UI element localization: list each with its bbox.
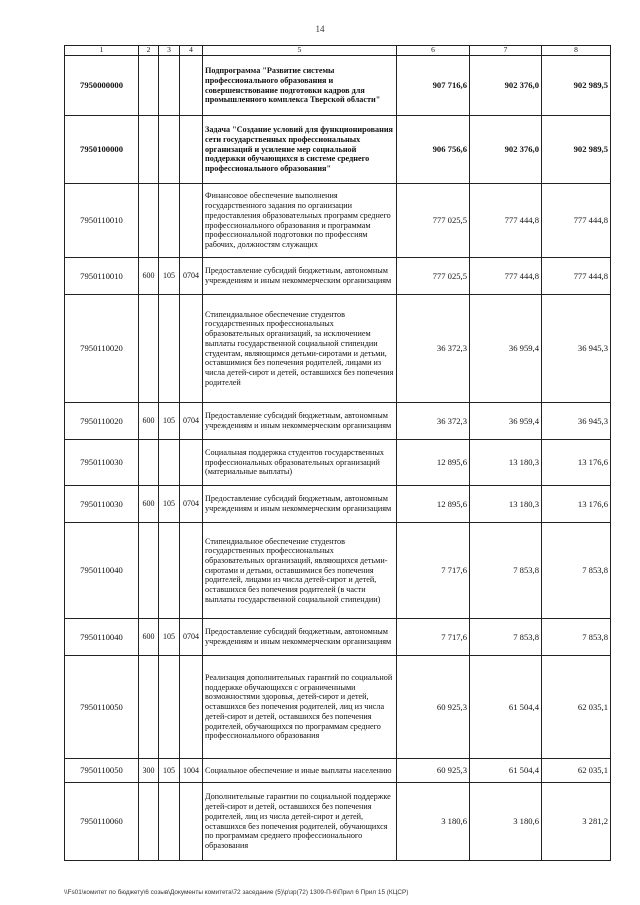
header-cell: 5 [203,46,397,56]
header-cell: 1 [65,46,139,56]
row-col3 [159,783,180,861]
row-code: 7950110010 [65,184,139,258]
row-name: Реализация дополнительных гарантий по социальной поддержке обучающихся с ограниченными возможностями здоровья, детей-сирот и детей, оставшихся без попечения родителей, лиц из числа детей-сирот и детей, оставшихся без попечения родителей, обучающихся по программам среднего профессионального образования [203,656,397,759]
row-col4: 1004 [180,759,203,783]
row-col2: 600 [139,619,159,656]
row-value-col8: 777 444,8 [542,258,611,295]
row-code: 7950110020 [65,295,139,403]
row-name: Задача "Создание условий для функционирования сети государственных профессиональных организаций и усиление мер социальной поддержки обучающихся в системе среднего профессионального образования" [203,116,397,184]
row-value-col6: 777 025,5 [397,184,470,258]
table-row [65,619,611,656]
row-col4 [180,116,203,184]
budget-table [64,45,611,861]
header-cell: 4 [180,46,203,56]
row-code: 7950110040 [65,619,139,656]
row-value-col6: 60 925,3 [397,656,470,759]
row-code: 7950110030 [65,440,139,486]
row-col3 [159,184,180,258]
row-col3: 105 [159,258,180,295]
row-value-col6: 7 717,6 [397,619,470,656]
row-code: 7950110050 [65,656,139,759]
header-cell: 3 [159,46,180,56]
table-row [65,116,611,184]
row-code: 7950110040 [65,523,139,619]
row-value-col6: 906 756,6 [397,116,470,184]
row-code: 7950100000 [65,116,139,184]
row-col2 [139,184,159,258]
row-value-col7: 61 504,4 [470,759,542,783]
row-col2 [139,116,159,184]
row-value-col7: 13 180,3 [470,440,542,486]
row-value-col6: 7 717,6 [397,523,470,619]
header-cell: 2 [139,46,159,56]
row-value-col6: 36 372,3 [397,403,470,440]
row-col4: 0704 [180,403,203,440]
row-col3 [159,116,180,184]
row-name: Финансовое обеспечение выполнения государственного задания по организации предоставления образовательных программ среднего профессионального образования и программам профессиональной подготовки по профессиям рабочих, должностям служащих [203,184,397,258]
row-code: 7950110050 [65,759,139,783]
row-code: 7950110020 [65,403,139,440]
row-col3: 105 [159,403,180,440]
row-col2: 600 [139,486,159,523]
row-name: Дополнительные гарантии по социальной поддержке детей-сирот и детей, оставшихся без попечения родителей, лиц из числа детей-сирот и детей, оставшихся без попечения родителей, обучающихся по программам среднего профессионального образования [203,783,397,861]
header-cell: 8 [542,46,611,56]
table-row [65,656,611,759]
table-row [65,295,611,403]
row-code: 7950110060 [65,783,139,861]
row-value-col8: 36 945,3 [542,403,611,440]
table-row [65,184,611,258]
row-col3: 105 [159,486,180,523]
table-row [65,56,611,116]
row-code: 7950110010 [65,258,139,295]
row-value-col6: 3 180,6 [397,783,470,861]
row-value-col7: 61 504,4 [470,656,542,759]
row-col4: 0704 [180,258,203,295]
row-col3: 105 [159,619,180,656]
header-cell: 6 [397,46,470,56]
row-value-col7: 777 444,8 [470,258,542,295]
table-row [65,759,611,783]
row-code: 7950000000 [65,56,139,116]
row-col2 [139,656,159,759]
row-value-col8: 13 176,6 [542,440,611,486]
row-value-col7: 902 376,0 [470,56,542,116]
row-value-col8: 62 035,1 [542,656,611,759]
row-col4 [180,56,203,116]
row-value-col6: 12 895,6 [397,440,470,486]
row-value-col7: 7 853,8 [470,523,542,619]
row-value-col6: 60 925,3 [397,759,470,783]
row-col2 [139,783,159,861]
row-name: Предоставление субсидий бюджетным, автономным учреждениям и иным некоммерческим организациям [203,258,397,295]
file-path-footer: \\Fs01\комитет по бюджету\6 созыв\Документы комитета\72 заседание (5)\р\зр(72) 1309-П-6\Прил 6 Прил 15 (КЦСР) [64,889,409,896]
table-row [65,486,611,523]
row-col2: 300 [139,759,159,783]
row-value-col6: 36 372,3 [397,295,470,403]
row-value-col7: 7 853,8 [470,619,542,656]
row-value-col7: 36 959,4 [470,295,542,403]
row-value-col7: 777 444,8 [470,184,542,258]
row-value-col8: 902 989,5 [542,56,611,116]
row-col2 [139,440,159,486]
row-name: Предоставление субсидий бюджетным, автономным учреждениям и иным некоммерческим организациям [203,403,397,440]
row-value-col8: 7 853,8 [542,523,611,619]
row-col2 [139,523,159,619]
row-name: Предоставление субсидий бюджетным, автономным учреждениям и иным некоммерческим организациям [203,619,397,656]
row-col2 [139,295,159,403]
row-col3 [159,56,180,116]
row-value-col8: 777 444,8 [542,184,611,258]
row-value-col6: 907 716,6 [397,56,470,116]
row-value-col8: 36 945,3 [542,295,611,403]
row-col3 [159,295,180,403]
table-row [65,258,611,295]
row-value-col7: 36 959,4 [470,403,542,440]
row-value-col6: 12 895,6 [397,486,470,523]
row-value-col6: 777 025,5 [397,258,470,295]
row-col3 [159,440,180,486]
table-row [65,523,611,619]
row-name: Стипендиальное обеспечение студентов государственных профессиональных образовательных организаций, за исключением выплаты государственной социальной стипендии студентам, являющимся детьми-сиротами и детьми, оставшимися без попечения родителей, лицами из числа детей-сирот и детей, оставшихся без попечения родителей [203,295,397,403]
table-body [65,56,611,861]
row-col4 [180,295,203,403]
row-name: Социальное обеспечение и иные выплаты населению [203,759,397,783]
row-col3: 105 [159,759,180,783]
table-row [65,783,611,861]
row-value-col7: 13 180,3 [470,486,542,523]
row-value-col8: 13 176,6 [542,486,611,523]
row-name: Стипендиальное обеспечение студентов государственных профессиональных образовательных организаций, являющихся детьми-сиротами и детьми, оставшимися без попечения родителей, лицами из числа детей-сирот и детей, оставшихся без попечения родителей (в части выплаты государственной социальной стипендии) [203,523,397,619]
row-col2: 600 [139,258,159,295]
row-col2 [139,56,159,116]
row-code: 7950110030 [65,486,139,523]
row-col4 [180,440,203,486]
row-col4: 0704 [180,619,203,656]
row-name: Подпрограмма "Развитие системы профессионального образования и совершенствование подготовки кадров для промышленного комплекса Тверской области" [203,56,397,116]
table-header-row [65,46,611,56]
row-col3 [159,656,180,759]
row-name: Социальная поддержка студентов государственных профессиональных образовательных организаций (материальные выплаты) [203,440,397,486]
row-col3 [159,523,180,619]
row-col2: 600 [139,403,159,440]
table-row [65,440,611,486]
row-value-col8: 7 853,8 [542,619,611,656]
header-cell: 7 [470,46,542,56]
row-name: Предоставление субсидий бюджетным, автономным учреждениям и иным некоммерческим организациям [203,486,397,523]
row-col4 [180,184,203,258]
row-col4: 0704 [180,486,203,523]
row-col4 [180,656,203,759]
table-row [65,403,611,440]
row-value-col7: 902 376,0 [470,116,542,184]
page-number: 14 [315,24,325,34]
row-value-col8: 62 035,1 [542,759,611,783]
row-col4 [180,783,203,861]
row-value-col7: 3 180,6 [470,783,542,861]
row-col4 [180,523,203,619]
row-value-col8: 3 281,2 [542,783,611,861]
row-value-col8: 902 989,5 [542,116,611,184]
